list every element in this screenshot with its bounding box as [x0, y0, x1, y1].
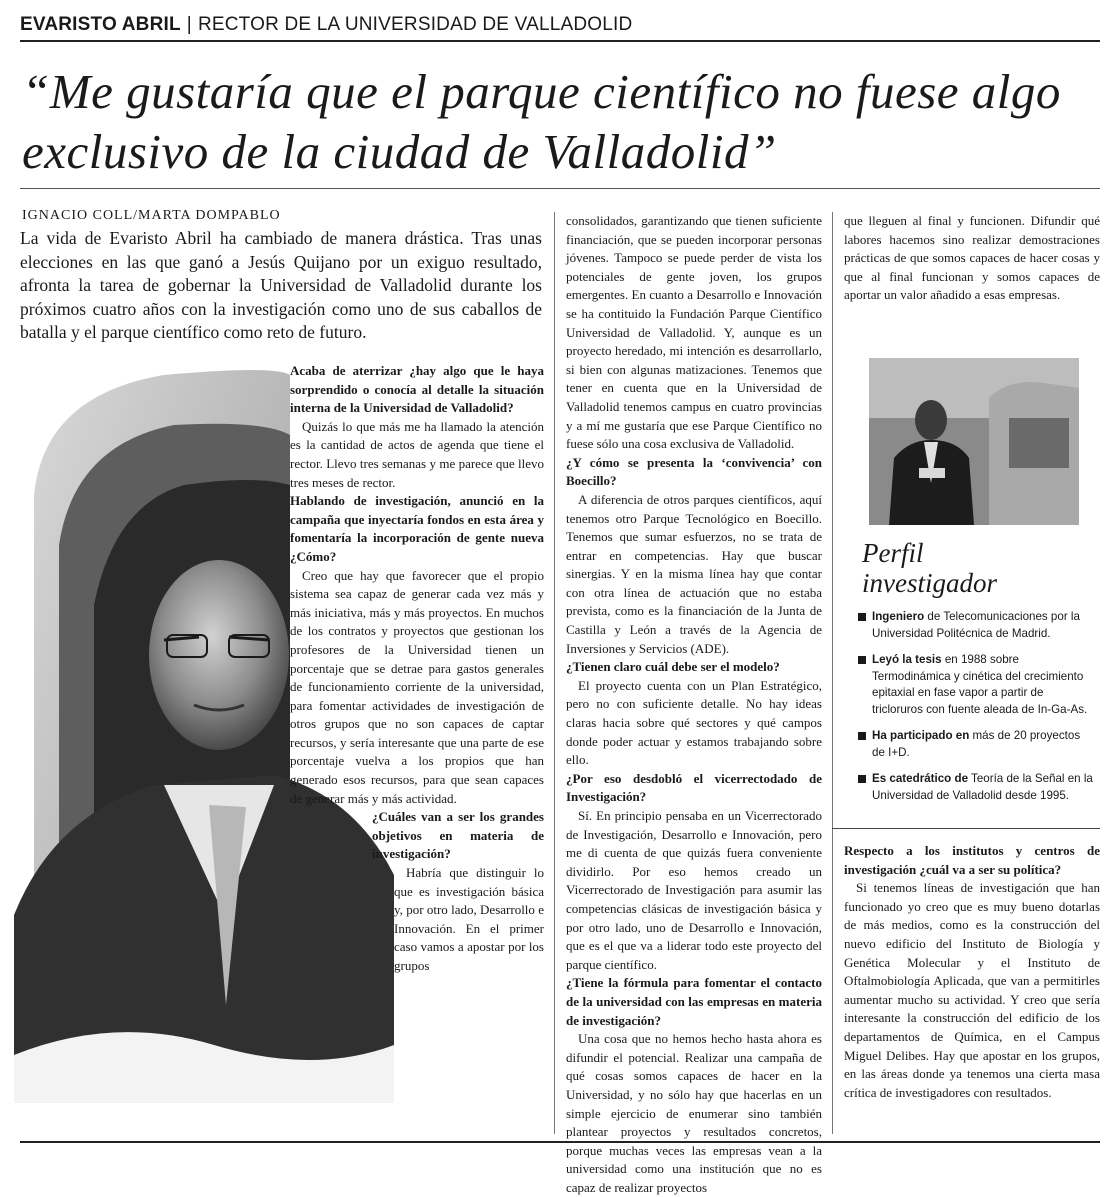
profile-item-bold: Leyó la tesis: [872, 653, 942, 666]
profile-item: [858, 728, 1093, 761]
profile-title-line-2: investigador: [862, 568, 997, 598]
profile-item-bold: Es catedrático de: [872, 772, 969, 785]
question-4: ¿Y cómo se presenta la ‘convivencia’ con Boecillo?: [566, 454, 822, 489]
column-divider-1: [554, 212, 555, 1134]
question-6: ¿Por eso desdobló el vicerrectodado de Investigación?: [566, 770, 822, 805]
profile-title: [862, 538, 997, 598]
headline: “Me gustaría que el parque científico no fuese algo exclusivo de la ciudad de Valladolid”: [22, 64, 1061, 179]
kicker-name: EVARISTO ABRIL: [20, 14, 181, 35]
profile-item-text: de Telecomunicaciones por la Universidad Politécnica de Madrid.: [872, 610, 1080, 640]
question-8: Respecto a los institutos y centros de investigación ¿cuál va a ser su política?: [844, 843, 1100, 877]
byline: IGNACIO COLL/MARTA DOMPABLO: [22, 208, 281, 223]
profile-item-text: en 1988 sobre Termodinámica y cinética del crecimiento epitaxial en fase vapor a partir de tricloruros con fuente aleada de In-Ga-As.: [872, 653, 1088, 716]
profile-item: [858, 771, 1093, 804]
answer-6: Sí. En principio pensaba en un Vicerrectorado de Investigación, Desarrollo e Innovación, pero me di cuenta de que quizás fuera conveniente dividirlo. Por eso hemos creado un Vicerrectorado de Investigación para asumir las competencias clásicas de investigación básica y por otro lado, uno de Desarrollo e Innovación, que es el que va a liderar todo este proyecto del parque científico.: [566, 808, 822, 972]
profile-rule: [832, 828, 1100, 829]
profile-item-bold: Ha participado en: [872, 729, 970, 742]
column-3-bottom: [844, 842, 1100, 1102]
rector-small-photo: [869, 358, 1079, 525]
answer-7: Una cosa que no hemos hecho hasta ahora es difundir el potencial. Realizar una campaña de qué cosas somos capaces de hacer en la Universidad, y no sólo hay que hacerlas en un simple ejercicio de enumerar sino también plantear proyectos y resultados concretos, porque muchas veces las empresas vean a la universidad como una institución que no es capaz de realizar proyectos: [566, 1031, 822, 1195]
lead-paragraph: La vida de Evaristo Abril ha cambiado de manera drástica. Tras unas elecciones en las que ganó a Jesús Quijano por un exiguo resultado, afronta la tarea de gobernar la Universidad de Valladolid durante los próximos cuatro años con la investigación como uno de sus caballos de batalla y el parque científico como reto de futuro.: [20, 228, 542, 342]
column-divider-2: [832, 212, 833, 1134]
kicker-role: RECTOR DE LA UNIVERSIDAD DE VALLADOLID: [197, 14, 633, 35]
square-bullet-icon: [858, 775, 866, 783]
profile-item-text: más de 20 proyectos de I+D.: [872, 729, 1081, 759]
profile-item: [858, 609, 1093, 642]
section-kicker: [20, 14, 632, 36]
answer-5: El proyecto cuenta con un Plan Estratégico, pero no con suficiente detalle. No hay ideas claras hacia sobre qué sectores y qué campos donde poder actuar y estamos trabajando sobre ello.: [566, 677, 822, 768]
question-2: Hablando de investigación, anunció en la campaña que inyectaría fondos en esta área y fomentaría la incorporación de gente nueva ¿Cómo?: [290, 493, 544, 564]
answer-3-continued: consolidados, garantizando que tienen suficiente financiación, que se pueden incorporar personas jóvenes. Tampoco se puede perder de vista los potenciales de gente joven, los grupos emergentes. En cuanto a Desarrollo e Innovación se ha contituido la Fundación Parque Científico Universidad de Valladolid. Y, aunque es un proyecto heredado, mi intención es desarrollarlo, si bien con algunas matizaciones. Tenemos que tener en cuenta que en la Universidad de Valladolid tenemos campus en cuatro provincias y a mí me gustaría que ese Parque Científico no fuese sólo una cosa exclusiva de Valladolid.: [566, 213, 822, 452]
column-3: [844, 212, 1100, 305]
answer-7-continued: que lleguen al final y funcionen. Difundir qué labores hacemos sino realizar demostraciones prácticas de que somos capaces de hacer cosas y que al final funcionan y somos capaces de aportar un valor añadido a esas empresas.: [844, 213, 1100, 303]
square-bullet-icon: [858, 732, 866, 740]
question-5: ¿Tienen claro cuál debe ser el modelo?: [566, 659, 780, 675]
bottom-rule: [20, 1141, 1100, 1143]
profile-item-text: Teoría de la Señal en la Universidad de Valladolid desde 1995.: [872, 772, 1093, 802]
square-bullet-icon: [858, 656, 866, 664]
profile-title-line-1: Perfil: [862, 538, 924, 568]
profile-item-bold: Ingeniero: [872, 610, 925, 623]
answer-3: Habría que distinguir lo que es investigación básica y, por otro lado, Desarrollo e Innovación. En el primer caso vamos a apostar por los grupos: [394, 865, 544, 973]
column-1: [290, 362, 544, 976]
kicker-separator: |: [186, 14, 192, 35]
profile-list: [858, 609, 1093, 814]
top-rule: [20, 40, 1100, 42]
profile-item: [858, 652, 1093, 718]
headline-rule: [20, 188, 1100, 189]
column-2: [566, 212, 822, 1197]
question-3: ¿Cuáles van a ser los grandes objetivos en materia de investigación?: [372, 809, 544, 862]
question-1: Acaba de aterrizar ¿hay algo que le haya sorprendido o conocía al detalle la situación interna de la Universidad de Valladolid?: [290, 363, 544, 416]
square-bullet-icon: [858, 613, 866, 621]
answer-2: Creo que hay que favorecer que el propio sistema sea capaz de generar cada vez más y más iniciativa, más y más proyectos. En muchos de los contratos y proyectos que gestionan los profesores de la Universidad tienen un porcentaje que se detrae para gastos generales de funcionamiento corriente de la universidad, para fomentar actividades de investigación de otros grupos que no son capaces de captar recursos, y sería interesante que una parte de ese porcentaje vuelva a los propios que han generado esos recursos, para que sean capaces de generar más y más actividad.: [290, 567, 544, 806]
answer-1: Quizás lo que más me ha llamado la atención es la cantidad de actos de agenda que tiene el rector. Llevo tres semanas y me parece que llevo tres meses de rector.: [290, 418, 544, 490]
answer-8: Si tenemos líneas de investigación que han funcionado yo creo que es muy bueno dotarlas de más medios, como es la construcción del nuevo edificio del Instituto de Biología y Genética Molecular y el Instituto de Oftalmobiología Aplicada, que van a permitirles aumentar mucho su actividad. Y creo que sería interesante la construcción del edificio de los departamentos de Química, en el Campus Miguel Delibes. Hay que apostar en los grupos, en las áreas donde ya tenemos una cierta masa crítica de investigadores con resultados.: [844, 880, 1100, 1100]
answer-4: A diferencia de otros parques científicos, aquí tenemos otro Parque Tecnológico en Boecillo. Tenemos que sumar esfuerzos, no se trata de entrar en competencias. Hay que buscar sinergias. Y en la misma línea hay que contar con otra línea de actuación que no estaba prevista, como es la financiación de la Junta de Castilla y León a través de la Agencia de Inversiones y Servicios (ADE).: [566, 491, 822, 656]
question-7: ¿Tiene la fórmula para fomentar el contacto de la universidad con las empresas en materia de investigación?: [566, 975, 822, 1028]
